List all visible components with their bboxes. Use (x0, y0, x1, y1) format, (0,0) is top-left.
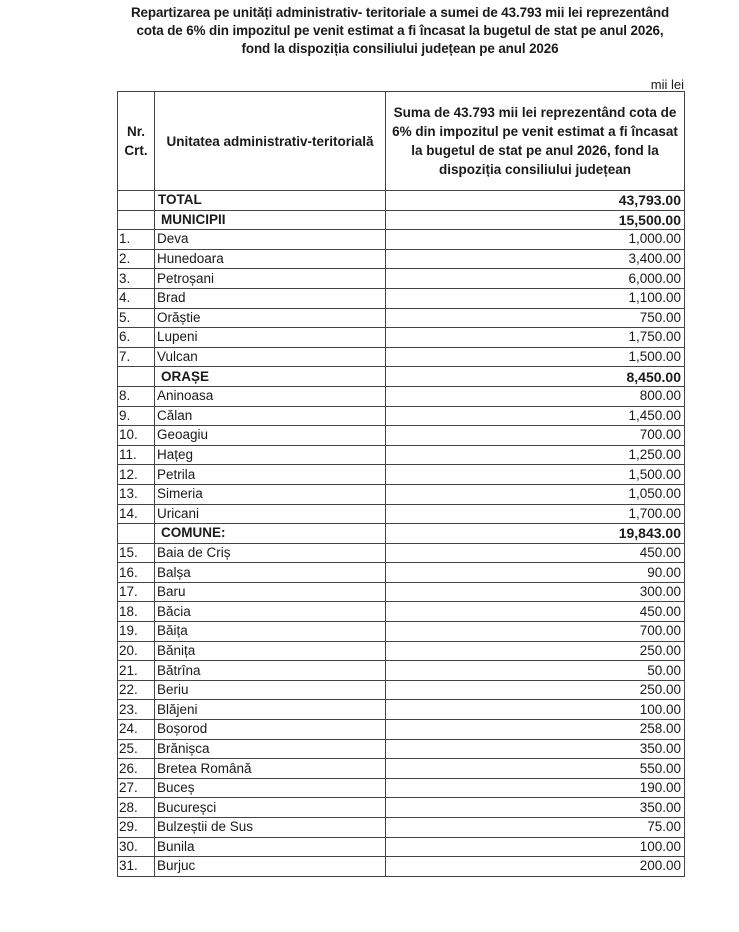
table-row (118, 798, 685, 818)
title-line: Repartizarea pe unități administrativ- teritoriale a sumei de 43.793 mii lei reprezentând (130, 5, 670, 20)
row-name: Simeria (155, 484, 386, 504)
table-row (118, 347, 685, 367)
table-row (118, 680, 685, 700)
group-row (118, 210, 685, 230)
row-value: 300.00 (386, 582, 685, 602)
table-row (118, 328, 685, 348)
row-nr: 6. (118, 328, 155, 348)
row-nr: 3. (118, 269, 155, 289)
row-nr: 12. (118, 465, 155, 485)
row-value: 800.00 (386, 386, 685, 406)
row-value: 1,700.00 (386, 504, 685, 524)
row-nr: 19. (118, 622, 155, 642)
total-row (118, 191, 685, 211)
title-line: cota de 6% din impozitul pe venit estimat a fi încasat la bugetul de stat pe anul 2026, (136, 23, 664, 38)
table-row (118, 739, 685, 759)
document-title (100, 4, 700, 58)
row-value: 450.00 (386, 602, 685, 622)
row-name: Geoagiu (155, 426, 386, 446)
row-value: 700.00 (386, 426, 685, 446)
row-nr: 16. (118, 563, 155, 583)
row-nr: 26. (118, 759, 155, 779)
row-name: Bulzeștii de Sus (155, 818, 386, 838)
table-header-row (118, 92, 685, 191)
group-label: COMUNE: (155, 524, 386, 544)
table-row (118, 504, 685, 524)
row-name: Brănișca (155, 739, 386, 759)
row-nr (118, 191, 155, 211)
group-row (118, 524, 685, 544)
table-row (118, 249, 685, 269)
row-nr (118, 367, 155, 387)
row-name: Hunedoara (155, 249, 386, 269)
row-name: Petrila (155, 465, 386, 485)
row-nr: 21. (118, 661, 155, 681)
table-row (118, 445, 685, 465)
header-amount: Suma de 43.793 mii lei reprezentând cota de 6% din impozitul pe venit estimat a fi încasat la bugetul de stat pe anul 2026, fond la dispoziția consiliului județean (386, 92, 685, 191)
row-nr (118, 210, 155, 230)
row-nr: 11. (118, 445, 155, 465)
row-name: Hațeg (155, 445, 386, 465)
row-name: Bucureșci (155, 798, 386, 818)
row-value: 250.00 (386, 641, 685, 661)
row-nr: 23. (118, 700, 155, 720)
table-row (118, 641, 685, 661)
row-value: 43,793.00 (386, 191, 685, 211)
row-nr: 27. (118, 778, 155, 798)
row-name: Băcia (155, 602, 386, 622)
row-name: Baia de Criș (155, 543, 386, 563)
row-value: 1,250.00 (386, 445, 685, 465)
row-nr: 1. (118, 230, 155, 250)
row-value: 1,500.00 (386, 347, 685, 367)
row-name: Bănița (155, 641, 386, 661)
row-value: 1,750.00 (386, 328, 685, 348)
row-name: Burjuc (155, 857, 386, 877)
row-nr: 5. (118, 308, 155, 328)
row-value: 258.00 (386, 720, 685, 740)
table-row (118, 700, 685, 720)
row-value: 550.00 (386, 759, 685, 779)
header-nr-crt: Nr. Crt. (118, 92, 155, 191)
table-row (118, 269, 685, 289)
row-nr: 20. (118, 641, 155, 661)
row-nr: 31. (118, 857, 155, 877)
row-value: 1,500.00 (386, 465, 685, 485)
row-value: 1,100.00 (386, 288, 685, 308)
row-value: 450.00 (386, 543, 685, 563)
row-name: Băița (155, 622, 386, 642)
row-value: 190.00 (386, 778, 685, 798)
row-value: 6,000.00 (386, 269, 685, 289)
row-nr: 17. (118, 582, 155, 602)
group-row (118, 367, 685, 387)
row-nr: 13. (118, 484, 155, 504)
group-value: 8,450.00 (386, 367, 685, 387)
row-nr: 2. (118, 249, 155, 269)
table-row (118, 602, 685, 622)
row-name: Lupeni (155, 328, 386, 348)
row-nr: 9. (118, 406, 155, 426)
row-name: Vulcan (155, 347, 386, 367)
row-name: Orăștie (155, 308, 386, 328)
row-nr: 8. (118, 386, 155, 406)
row-value: 350.00 (386, 739, 685, 759)
row-nr: 28. (118, 798, 155, 818)
table-row (118, 857, 685, 877)
table-row (118, 720, 685, 740)
table-row (118, 308, 685, 328)
table-row (118, 582, 685, 602)
row-nr: 18. (118, 602, 155, 622)
row-nr: 24. (118, 720, 155, 740)
row-name: Buceș (155, 778, 386, 798)
title-line: fond la dispoziția consiliului județean pe anul 2026 (241, 41, 559, 56)
row-nr: 7. (118, 347, 155, 367)
row-name: Bunila (155, 837, 386, 857)
row-value: 1,050.00 (386, 484, 685, 504)
row-name: Uricani (155, 504, 386, 524)
group-label: MUNICIPII (155, 210, 386, 230)
row-nr: 30. (118, 837, 155, 857)
row-name: Bretea Română (155, 759, 386, 779)
row-nr: 15. (118, 543, 155, 563)
row-name: Petroșani (155, 269, 386, 289)
row-nr: 4. (118, 288, 155, 308)
row-nr: 10. (118, 426, 155, 446)
row-nr: 29. (118, 818, 155, 838)
row-name: Brad (155, 288, 386, 308)
row-value: 350.00 (386, 798, 685, 818)
group-label: ORAȘE (155, 367, 386, 387)
table-row (118, 837, 685, 857)
table-row (118, 818, 685, 838)
row-value: 1,000.00 (386, 230, 685, 250)
row-nr (118, 524, 155, 544)
table-row (118, 622, 685, 642)
row-name: TOTAL (155, 191, 386, 211)
table-row (118, 563, 685, 583)
row-value: 75.00 (386, 818, 685, 838)
row-name: Boșorod (155, 720, 386, 740)
row-value: 700.00 (386, 622, 685, 642)
row-value: 750.00 (386, 308, 685, 328)
table-row (118, 288, 685, 308)
row-name: Deva (155, 230, 386, 250)
row-value: 50.00 (386, 661, 685, 681)
row-value: 3,400.00 (386, 249, 685, 269)
table-row (118, 406, 685, 426)
row-value: 250.00 (386, 680, 685, 700)
group-value: 15,500.00 (386, 210, 685, 230)
table-body (118, 191, 685, 877)
table-row (118, 661, 685, 681)
row-name: Călan (155, 406, 386, 426)
row-name: Balșa (155, 563, 386, 583)
row-nr: 22. (118, 680, 155, 700)
table-row (118, 543, 685, 563)
row-value: 100.00 (386, 700, 685, 720)
table-row (118, 778, 685, 798)
unit-label: mii lei (650, 77, 684, 92)
table-row (118, 386, 685, 406)
group-value: 19,843.00 (386, 524, 685, 544)
row-name: Blăjeni (155, 700, 386, 720)
row-name: Baru (155, 582, 386, 602)
row-name: Bătrîna (155, 661, 386, 681)
row-value: 1,450.00 (386, 406, 685, 426)
row-value: 90.00 (386, 563, 685, 583)
row-name: Beriu (155, 680, 386, 700)
row-name: Aninoasa (155, 386, 386, 406)
allocation-table (117, 91, 685, 877)
table-row (118, 230, 685, 250)
row-nr: 25. (118, 739, 155, 759)
header-unit: Unitatea administrativ-teritorială (155, 92, 386, 191)
table-row (118, 465, 685, 485)
table-row (118, 426, 685, 446)
table-row (118, 759, 685, 779)
table-row (118, 484, 685, 504)
row-value: 100.00 (386, 837, 685, 857)
row-value: 200.00 (386, 857, 685, 877)
row-nr: 14. (118, 504, 155, 524)
